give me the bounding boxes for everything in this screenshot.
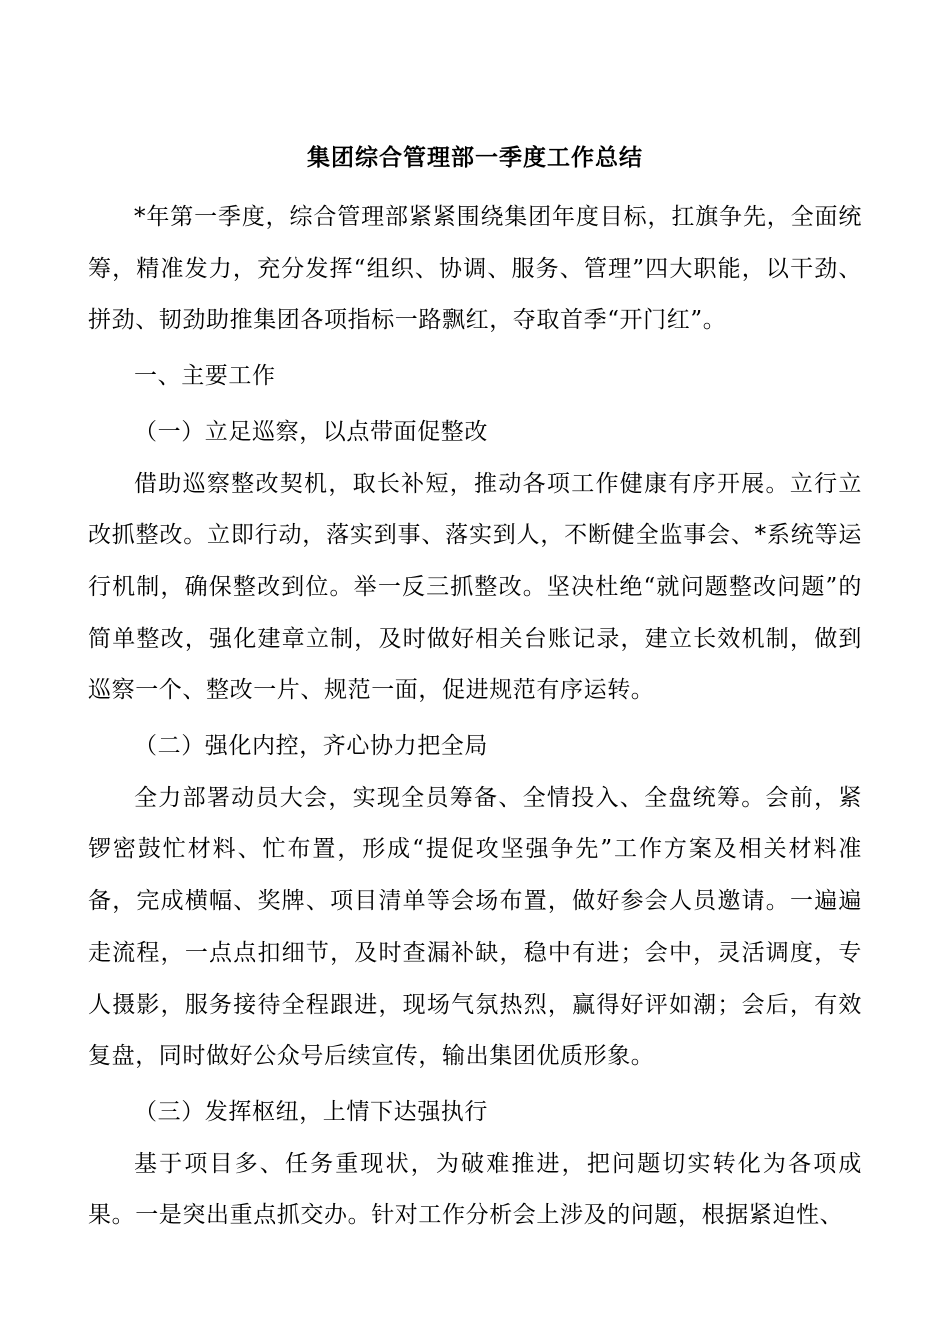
subsection-body-3: 基于项目多、任务重现状，为破难推进，把问题切实转化为各项成果。一是突出重点抓交办。针对工作分析会上涉及的问题，根据紧迫性、	[88, 1150, 862, 1229]
document-page	[88, 138, 862, 1242]
section-heading-main-work: 一、主要工作	[134, 363, 276, 390]
subsection-heading-2: （二）强化内控，齐心协力把全局	[134, 733, 488, 760]
document-title: 集团综合管理部一季度工作总结	[307, 144, 643, 171]
subsection-heading-3: （三）发挥枢纽，上情下达强执行	[134, 1098, 488, 1125]
subsection-heading-1: （一）立足巡察，以点带面促整改	[134, 418, 488, 445]
subsection-body-1: 借助巡察整改契机，取长补短，推动各项工作健康有序开展。立行立改抓整改。立即行动，落实到事、落实到人，不断健全监事会、*系统等运行机制，确保整改到位。举一反三抓整改。坚决杜绝“就问题整改问题”的简单整改，强化建章立制，及时做好相关台账记录，建立长效机制，做到巡察一个、整改一片、规范一面，促进规范有序运转。	[88, 470, 862, 704]
subsection-body-2: 全力部署动员大会，实现全员筹备、全情投入、全盘统筹。会前，紧锣密鼓忙材料、忙布置，形成“提促攻坚强争先”工作方案及相关材料准备，完成横幅、奖牌、项目清单等会场布置，做好参会人员邀请。一遍遍走流程，一点点扣细节，及时查漏补缺，稳中有进；会中，灵活调度，专人摄影，服务接待全程跟进，现场气氛热烈，赢得好评如潮；会后，有效复盘，同时做好公众号后续宣传，输出集团优质形象。	[88, 784, 862, 1070]
intro-paragraph: *年第一季度，综合管理部紧紧围绕集团年度目标，扛旗争先，全面统筹，精准发力，充分发挥“组织、协调、服务、管理”四大职能，以干劲、拼劲、韧劲助推集团各项指标一路飘红，夺取首季“开门红”。	[88, 204, 862, 334]
